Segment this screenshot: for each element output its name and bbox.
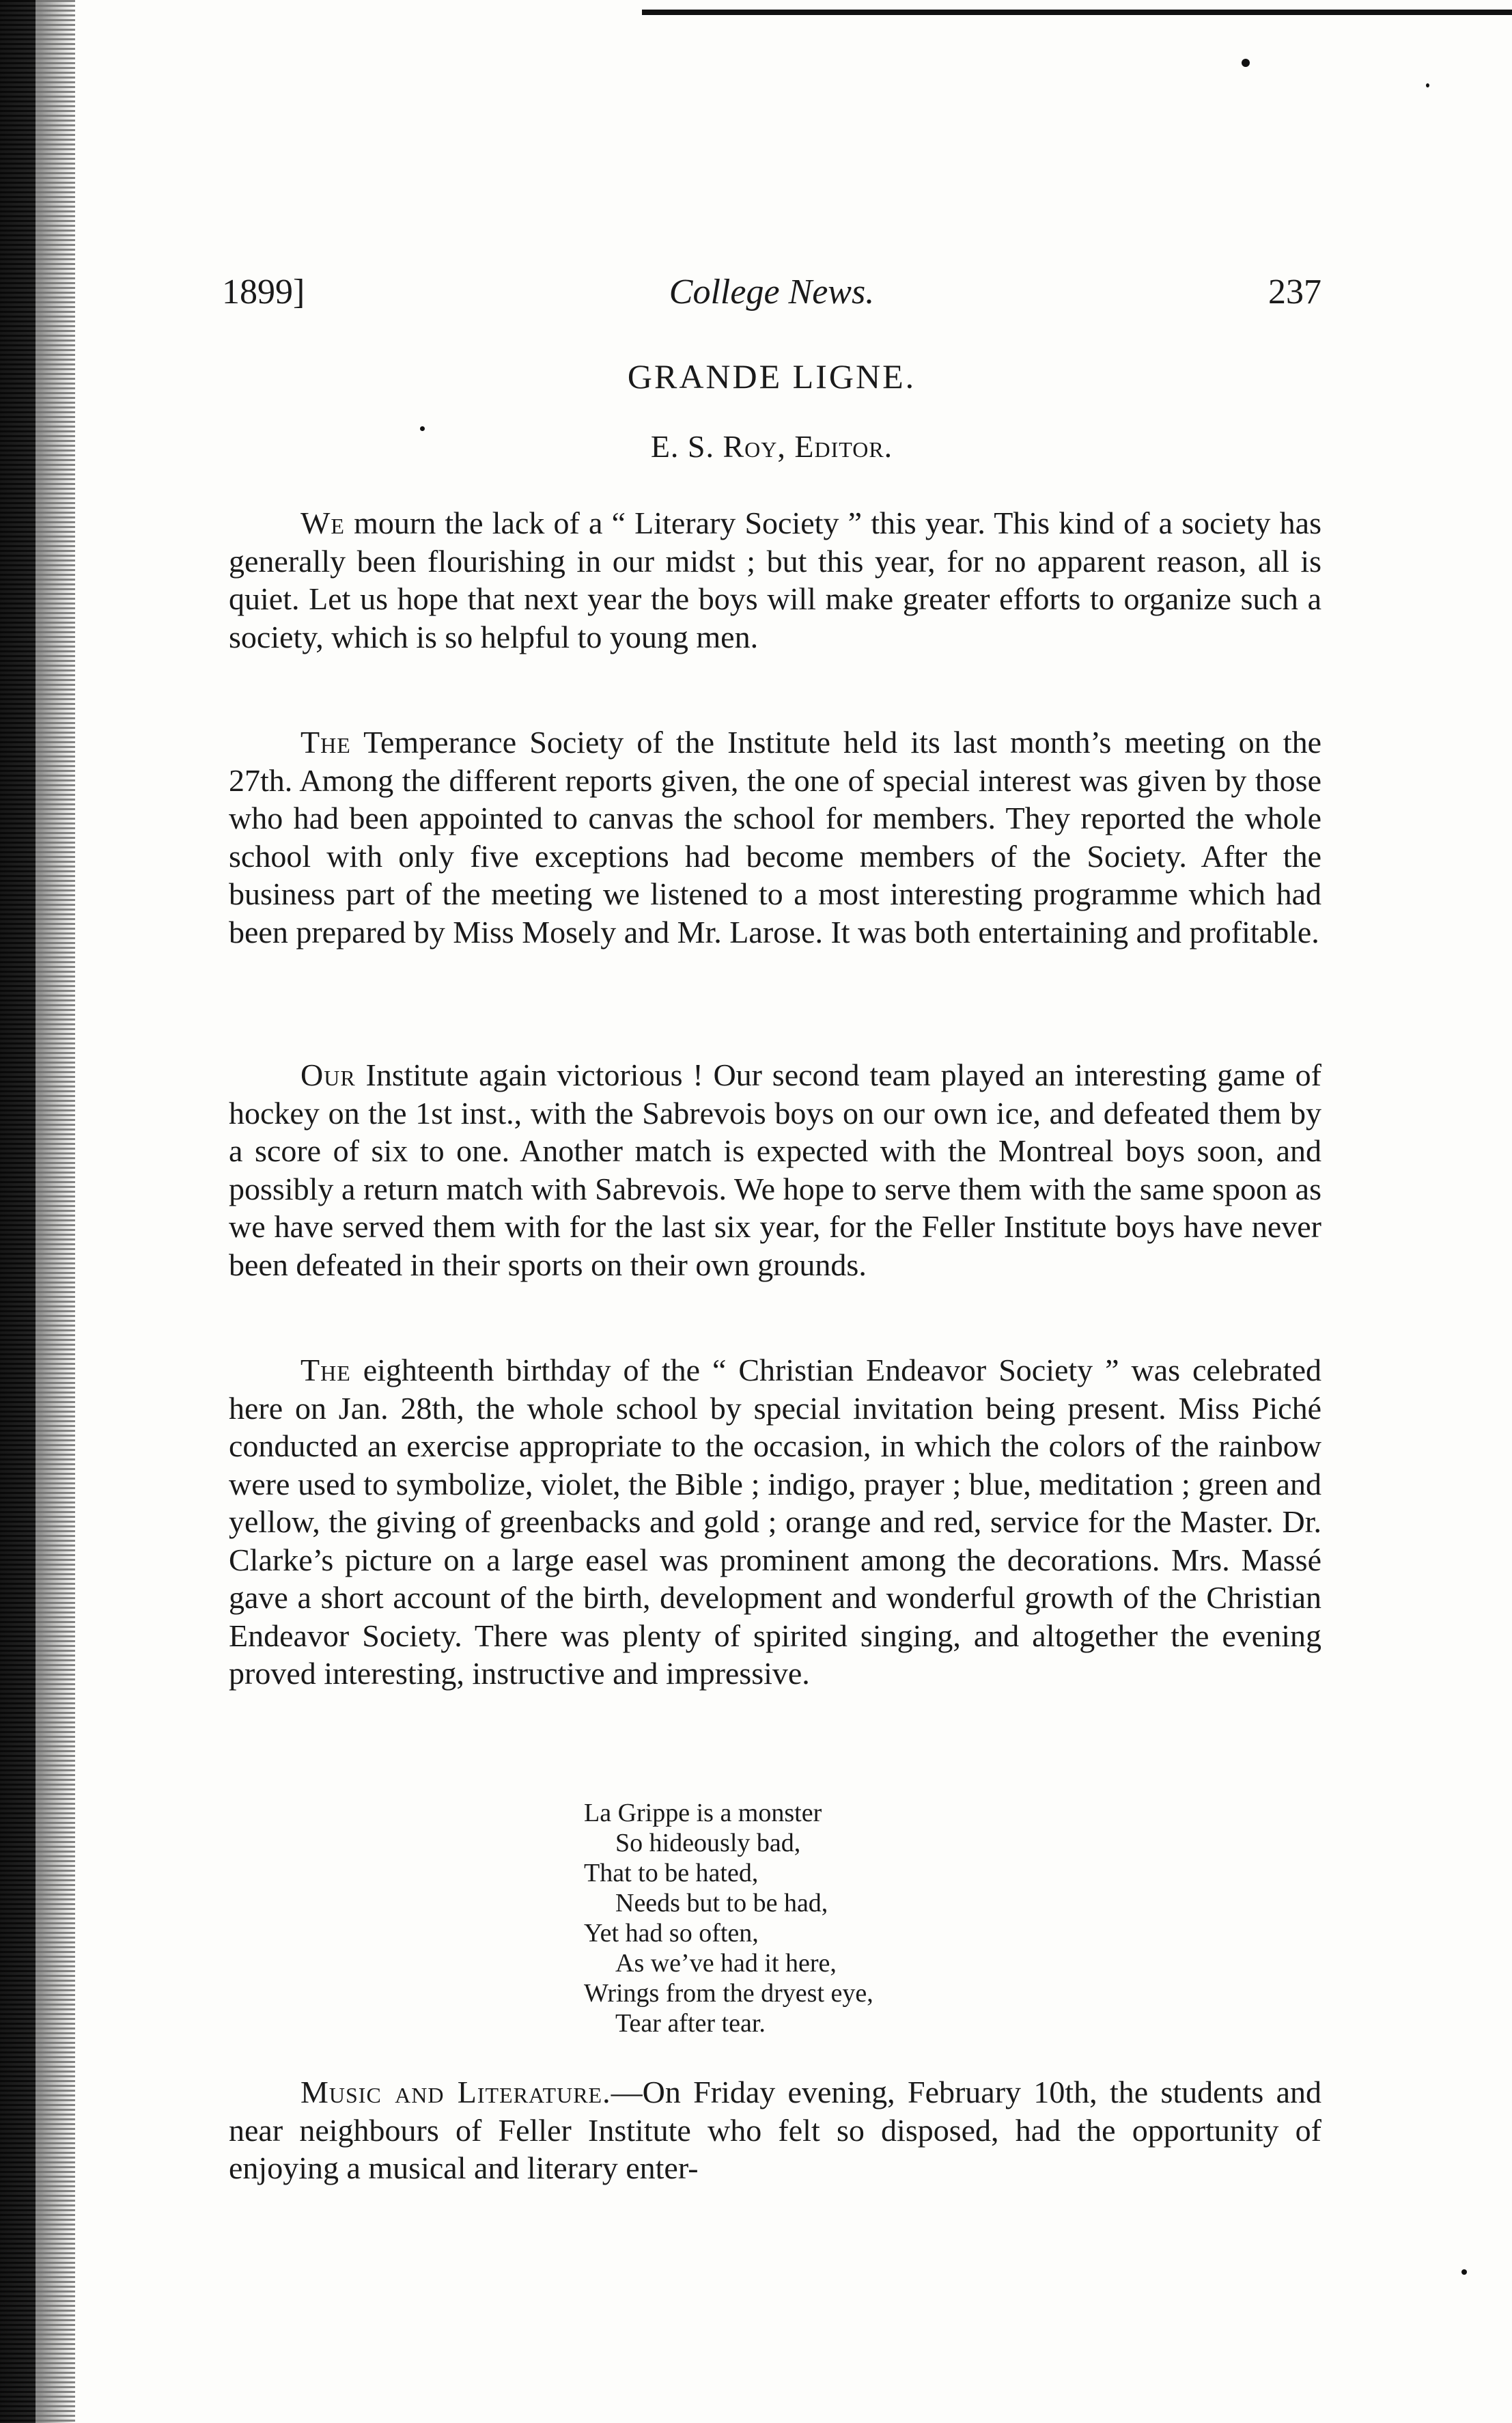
poem-line: Yet had so often, [584, 1919, 759, 1948]
paragraph-lead: We [300, 506, 345, 540]
paragraph-lead: Our [300, 1057, 356, 1092]
ink-speck [1461, 2269, 1467, 2275]
paragraph-hockey [229, 1056, 1321, 1284]
paragraph-lead: The [300, 1353, 351, 1387]
paragraph-literary-society [229, 504, 1321, 656]
ink-speck [1242, 59, 1250, 67]
poem-line: That to be hated, [584, 1859, 759, 1887]
poem-line: Tear after tear. [615, 2009, 766, 2038]
editor-line: E. S. Roy, Editor. [650, 429, 893, 464]
page-number: 237 [1268, 273, 1321, 311]
poem-la-grippe [584, 1798, 1199, 2038]
running-head-title: College News. [669, 273, 875, 311]
section-title: GRANDE LIGNE. [627, 357, 916, 396]
running-head [222, 272, 1321, 327]
paragraph-text: —On Friday evening, February 10th, the students and near neighbours of Feller Institute who felt so disposed, had the opportunity of enjoying a musical and literary enter- [229, 2075, 1322, 2185]
paragraph-text: Temperance Society of the Institute held its last month’s meeting on the 27th. Among the different reports given, the one of special interest was given by those who had been appointed to canvas the school for members. They reported the whole school with only five exceptions had become members of the Society. After the business part of the meeting we listened to a most interesting programme which had been prepared by Miss Mosely and Mr. Larose. It was both entertaining and profitable. [229, 725, 1321, 950]
top-rule [642, 10, 1512, 15]
poem-line: La Grippe is a monster [584, 1799, 822, 1827]
paragraph-temperance-society [229, 723, 1321, 951]
paragraph-text: mourn the lack of a “ Literary Society ” this year. This kind of a society has generally been flourishing in our midst ; but this year, for no apparent reason, all is quiet. Let us hope that next year the boys will make greater efforts to organize such a society, which is so helpful to young men. [229, 506, 1321, 654]
poem-line: Wrings from the dryest eye, [584, 1979, 873, 2008]
poem-line: So hideously bad, [615, 1829, 801, 1857]
binding-edge-texture [0, 0, 75, 2423]
ink-speck [1426, 83, 1429, 87]
paragraph-lead: Music and Literature. [300, 2075, 611, 2109]
paragraph-lead: The [300, 725, 351, 760]
running-head-year: 1899] [222, 273, 305, 311]
paragraph-text: Institute again victorious ! Our second team played an interesting game of hockey on the 1st inst., with the Sabrevois boys on our own ice, and defeated them by a score of six to one. Another match is expected with the Montreal boys soon, and possibly a return match with Sabrevois. We hope to serve them with the same spoon as we have served them with for the last six year, for the Feller Institute boys have never been defeated in their sports on their own grounds. [229, 1057, 1321, 1282]
poem-line: As we’ve had it here, [615, 1949, 837, 1978]
poem-line: Needs but to be had, [615, 1889, 828, 1917]
paragraph-text: eighteenth birthday of the “ Christian Endeavor Society ” was celebrated here on Jan. 28th, the whole school by special invitation being present. Miss Piché conducted an exercise appropriate to the occasion, in which the colors of the rainbow were used to symbolize, violet, the Bible ; indigo, prayer ; blue, meditation ; green and yellow, the giving of greenbacks and gold ; orange and red, service for the Master. Dr. Clarke’s picture on a large easel was prominent among the decorations. Mrs. Massé gave a short account of the birth, development and wonderful growth of the Christian Endeavor Society. There was plenty of spirited singing, and altogether the evening proved interesting, instructive and impressive. [229, 1353, 1321, 1691]
paragraph-music-literature [229, 2073, 1321, 2187]
paragraph-christian-endeavor [229, 1351, 1321, 1693]
